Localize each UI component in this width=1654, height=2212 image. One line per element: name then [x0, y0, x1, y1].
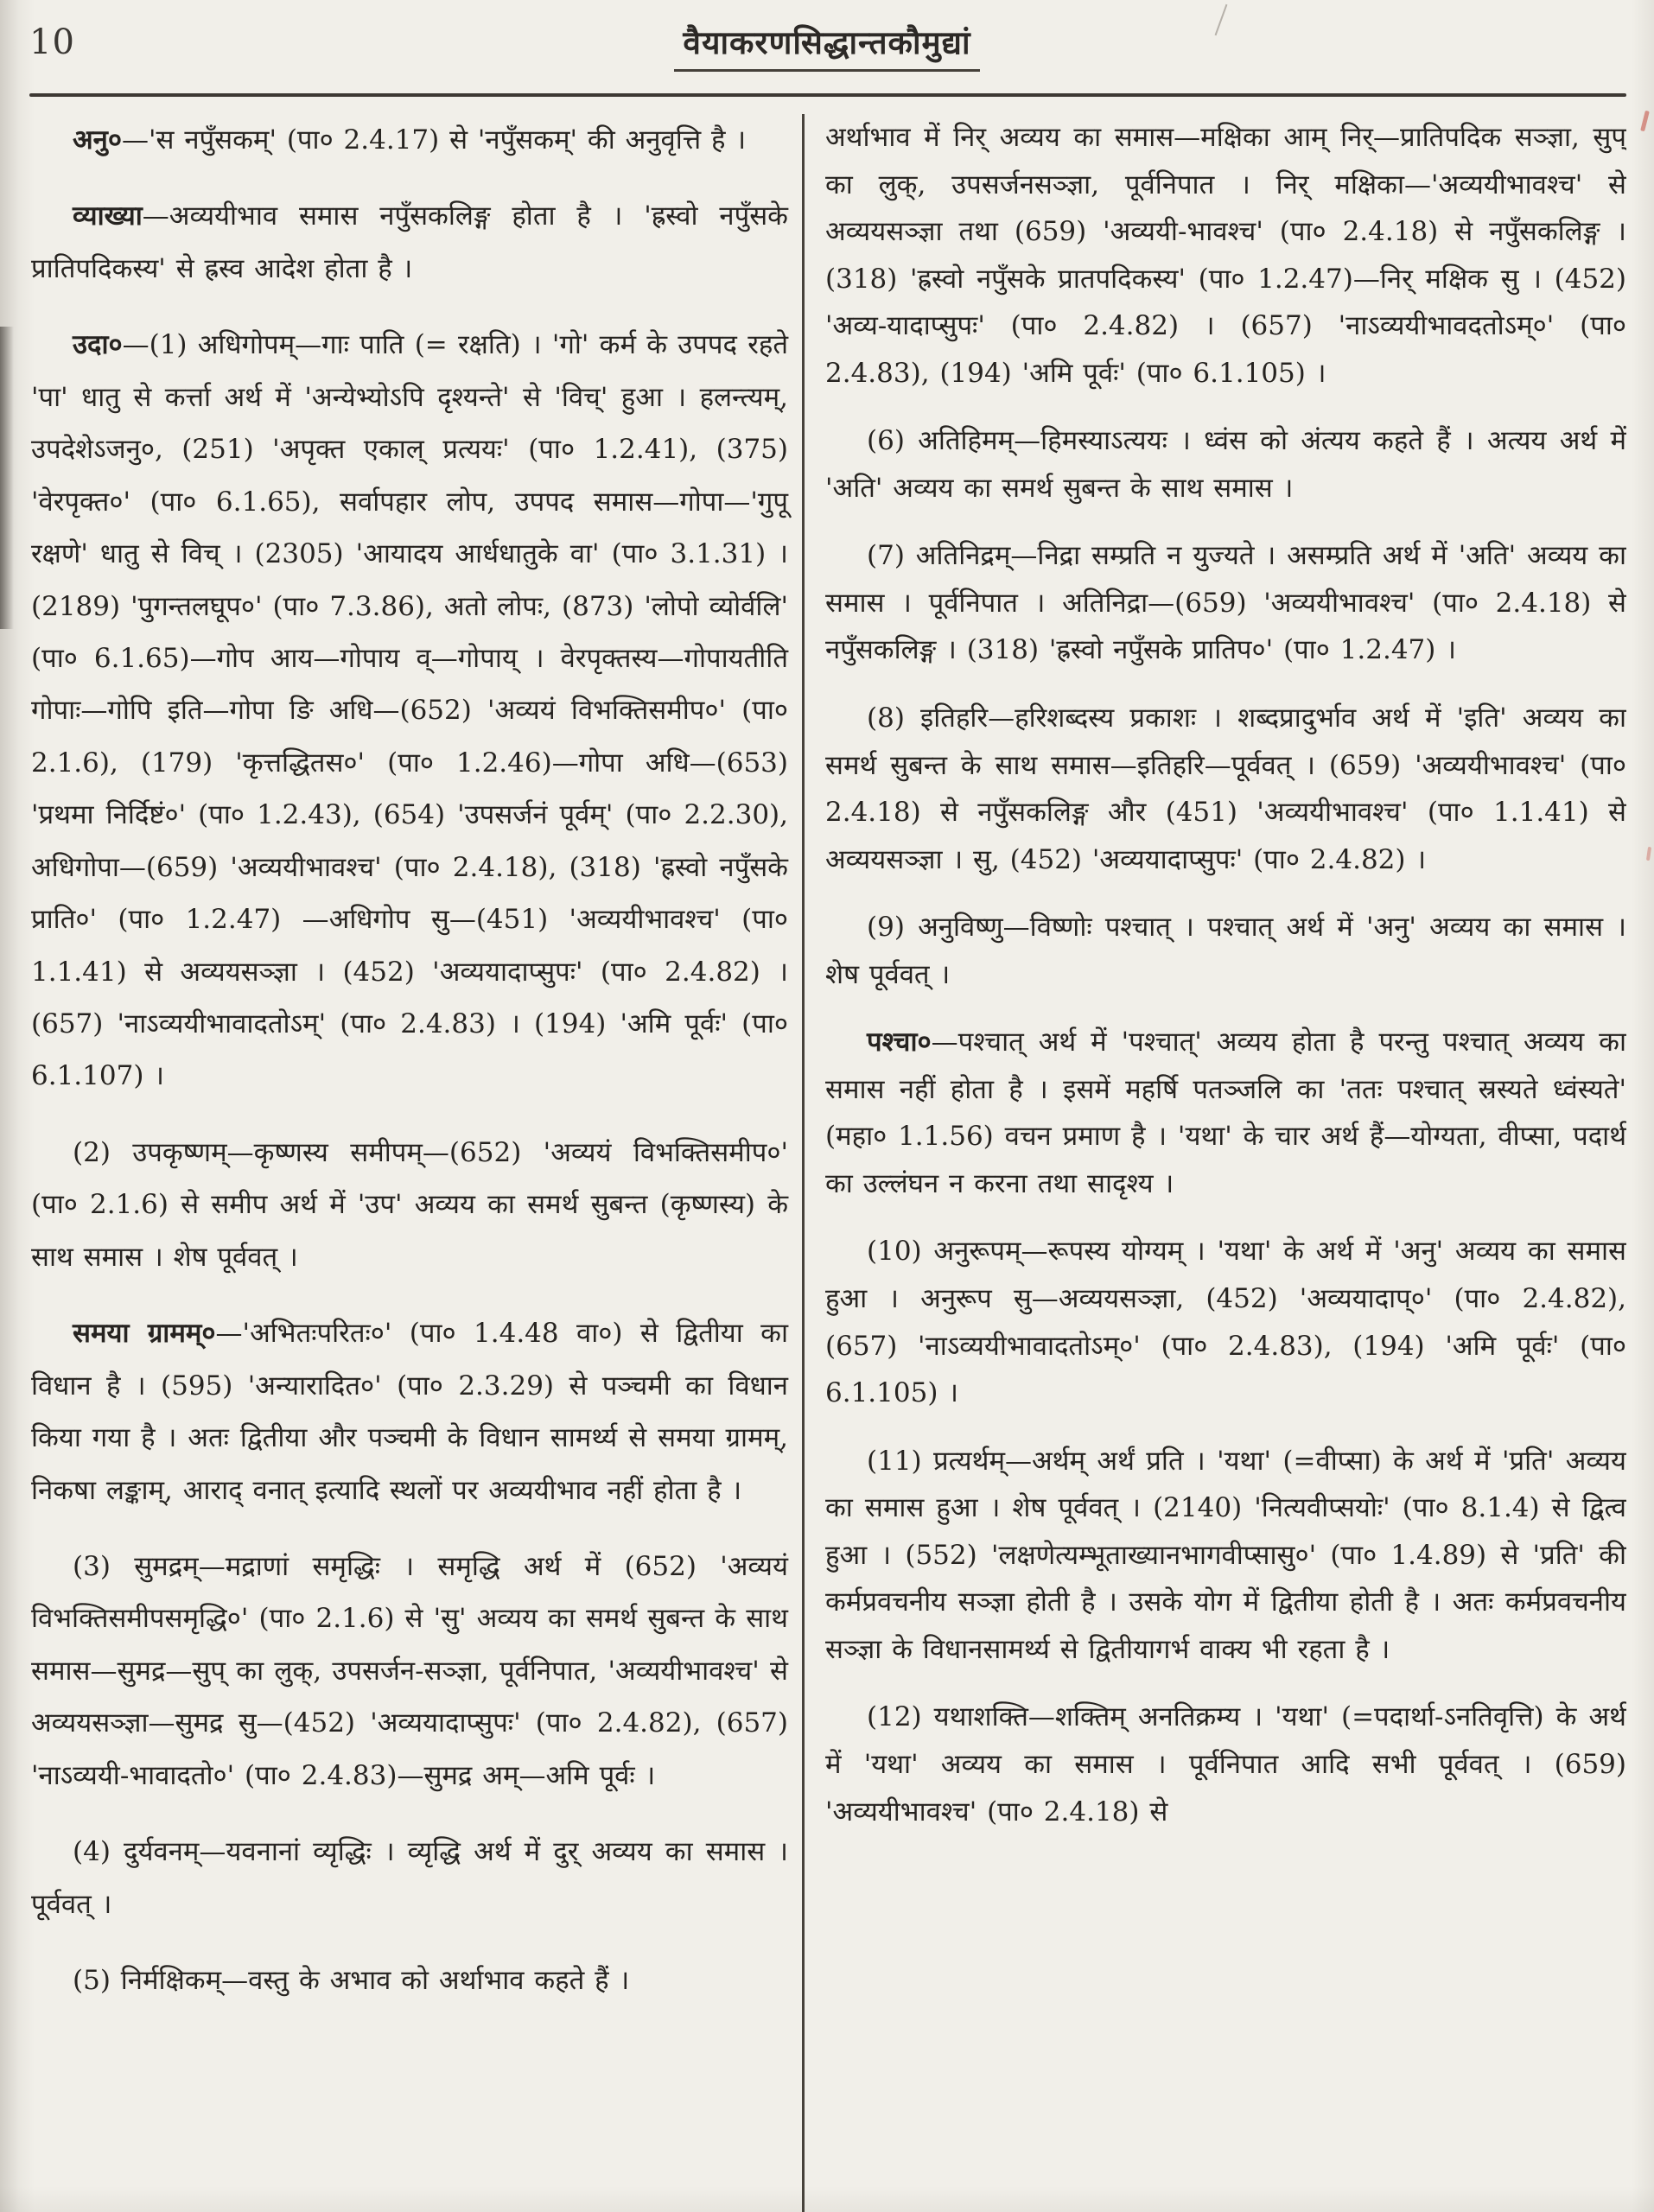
right-column: [805, 114, 1626, 2212]
page-header: [0, 19, 1654, 72]
paragraph: पश्चा०—पश्चात् अर्थ में 'पश्चात्' अव्यय होता है परन्तु पश्चात् अव्यय का समास नहीं होता है । इसमें महर्षि पतञ्जलि का 'ततः पश्चात् स्रस्यते ध्वंस्यते' (महा० 1.1.56) वचन प्रमाण है । 'यथा' के चार अर्थ हैं—योग्यता, वीप्सा, पदार्थ का उल्लंघन न करना तथा सादृश्य ।: [825, 1027, 1626, 1199]
page-number: 10: [29, 22, 75, 62]
paragraph-lead: समया ग्रामम्०: [73, 1318, 216, 1350]
scan-edge-shadow: [0, 327, 14, 629]
paragraph: समया ग्रामम्०—'अभितःपरितः०' (पा० 1.4.48 वा०) से द्वितीया का विधान है । (595) 'अन्यारादित०' (पा० 2.3.29) से पञ्चमी का विधान किया गया है । अतः द्वितीया और पञ्चमी के विधान सामर्थ्य से समया ग्रामम्, निकषा लङ्काम्, आराद् वनात् इत्यादि स्थलों पर अव्ययीभाव नहीं होता है ।: [31, 1318, 788, 1506]
paragraph: उदा०—(1) अधिगोपम्—गाः पाति (= रक्षति) । 'गो' कर्म के उपपद रहते 'पा' धातु से कर्त्ता अर्थ में 'अन्येभ्योऽपि दृश्यन्ते' से 'विच्' हुआ । हलन्त्यम्, उपदेशेऽजनु०, (251) 'अपृक्त एकाल् प्रत्ययः' (पा० 1.2.41), (375) 'वेरपृक्त०' (पा० 6.1.65), सर्वापहार लोप, उपपद समास—गोपा—'गुपू रक्षणे' धातु से विच् । (2305) 'आयादय आर्धधातुके वा' (पा० 3.1.31) । (2189) 'पुगन्तलघूप०' (पा० 7.3.86), अतो लोपः, (873) 'लोपो व्योर्वलि' (पा० 6.1.65)—गोप आय—गोपाय व्—गोपाय् । वेरपृक्तस्य—गोपायतीति गोपाः—गोपि इति—गोपा ङि अधि—(652) 'अव्ययं विभक्तिसमीप०' (पा० 2.1.6), (179) 'कृत्तद्धितस०' (पा० 1.2.46)—गोपा अधि—(653) 'प्रथमा निर्दिष्टं०' (पा० 1.2.43), (654) 'उपसर्जनं पूर्वम्' (पा० 2.2.30), अधिगोपा—(659) 'अव्ययीभावश्च' (पा० 2.4.18), (318) 'ह्रस्वो नपुँसके प्राति०' (पा० 1.2.47) —अधिगोप सु—(451) 'अव्ययीभावश्च' (पा० 1.1.41) से अव्ययसञ्ज्ञा । (452) 'अव्ययादाप्सुपः' (पा० 2.4.82) । (657) 'नाऽव्ययीभावादतोऽम्' (पा० 2.4.83) । (194) 'अमि पूर्वः' (पा० 6.1.107) ।: [31, 329, 788, 1092]
paragraph-lead: व्याख्या: [73, 200, 143, 232]
paragraph: अनु०—'स नपुँसकम्' (पा० 2.4.17) से 'नपुँसकम्' की अनुवृत्ति है ।: [73, 124, 747, 156]
text-columns: [31, 114, 1626, 2212]
paragraph: (12) यथाशक्ति—शक्तिम् अनतिक्रम्य । 'यथा' (=पदार्था-ऽनतिवृत्ति) के अर्थ में 'यथा' अव्यय का समास । पूर्वनिपात आदि सभी पूर्ववत् । (659) 'अव्ययीभावश्च' (पा० 2.4.18) से: [825, 1701, 1626, 1827]
paragraph: (6) अतिहिमम्—हिमस्याऽत्ययः । ध्वंस को अंत्यय कहते हैं । अत्यय अर्थ में 'अति' अव्यय का समर्थ सुबन्त के साथ समास ।: [825, 425, 1626, 504]
paragraph: (7) अतिनिद्रम्—निद्रा सम्प्रति न युज्यते । असम्प्रति अर्थ में 'अति' अव्यय का समास । पूर्वनिपात । अतिनिद्रा—(659) 'अव्ययीभावश्च' (पा० 2.4.18) से नपुँसकलिङ्ग । (318) 'ह्रस्वो नपुँसके प्रातिप०' (पा० 1.2.47) ।: [825, 540, 1626, 666]
paragraph-lead: पश्चा०: [867, 1027, 932, 1058]
paragraph-lead: अनु०: [73, 124, 123, 156]
paragraph: (3) सुमद्रम्—मद्राणां समृद्धिः । समृद्धि अर्थ में (652) 'अव्ययं विभक्तिसमीपसमृद्धि०' (पा० 2.1.6) से 'सु' अव्यय का समर्थ सुबन्त के साथ समास—सुमद्र—सुप् का लुक्, उपसर्जन-सञ्ज्ञा, पूर्वनिपात, 'अव्ययीभावश्च' से अव्ययसञ्ज्ञा—सुमद्र सु—(452) 'अव्ययादाप्सुपः' (पा० 2.4.82), (657) 'नाऽव्ययी-भावादतो०' (पा० 2.4.83)—सुमद्र अम्—अमि पूर्वः ।: [31, 1550, 788, 1791]
paragraph: (10) अनुरूपम्—रूपस्य योग्यम् । 'यथा' के अर्थ में 'अनु' अव्यय का समास हुआ । अनुरूप सु—अव्ययसञ्ज्ञा, (452) 'अव्ययादाप्०' (पा० 2.4.82), (657) 'नाऽव्ययीभावादतोऽम्०' (पा० 2.4.83), (194) 'अमि पूर्वः' (पा० 6.1.105) ।: [825, 1236, 1626, 1409]
paragraph: (9) अनुविष्णु—विष्णोः पश्चात् । पश्चात् अर्थ में 'अनु' अव्यय का समास । शेष पूर्ववत् ।: [825, 912, 1626, 990]
paragraph: (5) निर्मक्षिकम्—वस्तु के अभाव को अर्थाभाव कहते हैं ।: [73, 1965, 630, 1996]
paragraph: (8) इतिहरि—हरिशब्दस्य प्रकाशः । शब्दप्रादुर्भाव अर्थ में 'इति' अव्यय का समर्थ सुबन्त के साथ समास—इतिहरि—पूर्ववत् । (659) 'अव्ययीभावश्च' (पा० 2.4.18) से नपुँसकलिङ्ग और (451) 'अव्ययीभावश्च' (पा० 1.1.41) से अव्ययसञ्ज्ञा । सु, (452) 'अव्ययादाप्सुपः' (पा० 2.4.82) ।: [825, 702, 1626, 875]
header-rule: [29, 93, 1626, 97]
paragraph: (2) उपकृष्णम्—कृष्णस्य समीपम्—(652) 'अव्ययं विभक्तिसमीप०' (पा० 2.1.6) से समीप अर्थ में 'उप' अव्यय का समर्थ सुबन्त (कृष्णस्य) के साथ समास । शेष पूर्ववत् ।: [31, 1136, 788, 1273]
paragraph: अर्थाभाव में निर् अव्यय का समास—मक्षिका आम् निर्—प्रातिपदिक सञ्ज्ञा, सुप् का लुक्, उपसर्जनसञ्ज्ञा, पूर्वनिपात । निर् मक्षिका—'अव्ययीभावश्च' से अव्ययसञ्ज्ञा तथा (659) 'अव्ययी-भावश्च' (पा० 2.4.18) से नपुँसकलिङ्ग । (318) 'ह्रस्वो नपुँसके प्रातपदिकस्य' (पा० 1.2.47)—निर् मक्षिक सु । (452) 'अव्य-यादाप्सुपः' (पा० 2.4.82) । (657) 'नाऽव्ययीभावदतोऽम्०' (पा० 2.4.83), (194) 'अमि पूर्वः' (पा० 6.1.105) ।: [825, 122, 1626, 389]
page-title: वैयाकरणसिद्धान्तकौमुद्यां: [674, 19, 979, 72]
scan-artifact-red-speck-2: [1646, 847, 1651, 861]
scan-artifact-red-speck: [1640, 111, 1650, 131]
paragraph-lead: उदा०: [73, 329, 123, 361]
paragraph: व्याख्या—अव्ययीभाव समास नपुँसकलिङ्ग होता है । 'ह्रस्वो नपुँसके प्रातिपदिकस्य' से ह्रस्व आदेश होता है ।: [31, 200, 788, 284]
paragraph: (4) दुर्यवनम्—यवनानां व्यृद्धिः । व्यृद्धि अर्थ में दुर् अव्यय का समास । पूर्ववत् ।: [31, 1836, 788, 1920]
paragraph: (11) प्रत्यर्थम्—अर्थम् अर्थं प्रति । 'यथा' (=वीप्सा) के अर्थ में 'प्रति' अव्यय का समास हुआ । शेष पूर्ववत् । (2140) 'नित्यवीप्सयोः' (पा० 8.1.4) से द्वित्व हुआ । (552) 'लक्षणेत्यम्भूताख्यानभागवीप्सासु०' (पा० 1.4.89) से 'प्रति' की कर्मप्रवचनीय सञ्ज्ञा होती है । उसके योग में द्वितीया होती है । अतः कर्मप्रवचनीय सञ्ज्ञा के विधानसामर्थ्य से द्वितीयागर्भ वाक्य भी रहता है ।: [825, 1445, 1626, 1665]
left-column: [31, 114, 802, 2212]
